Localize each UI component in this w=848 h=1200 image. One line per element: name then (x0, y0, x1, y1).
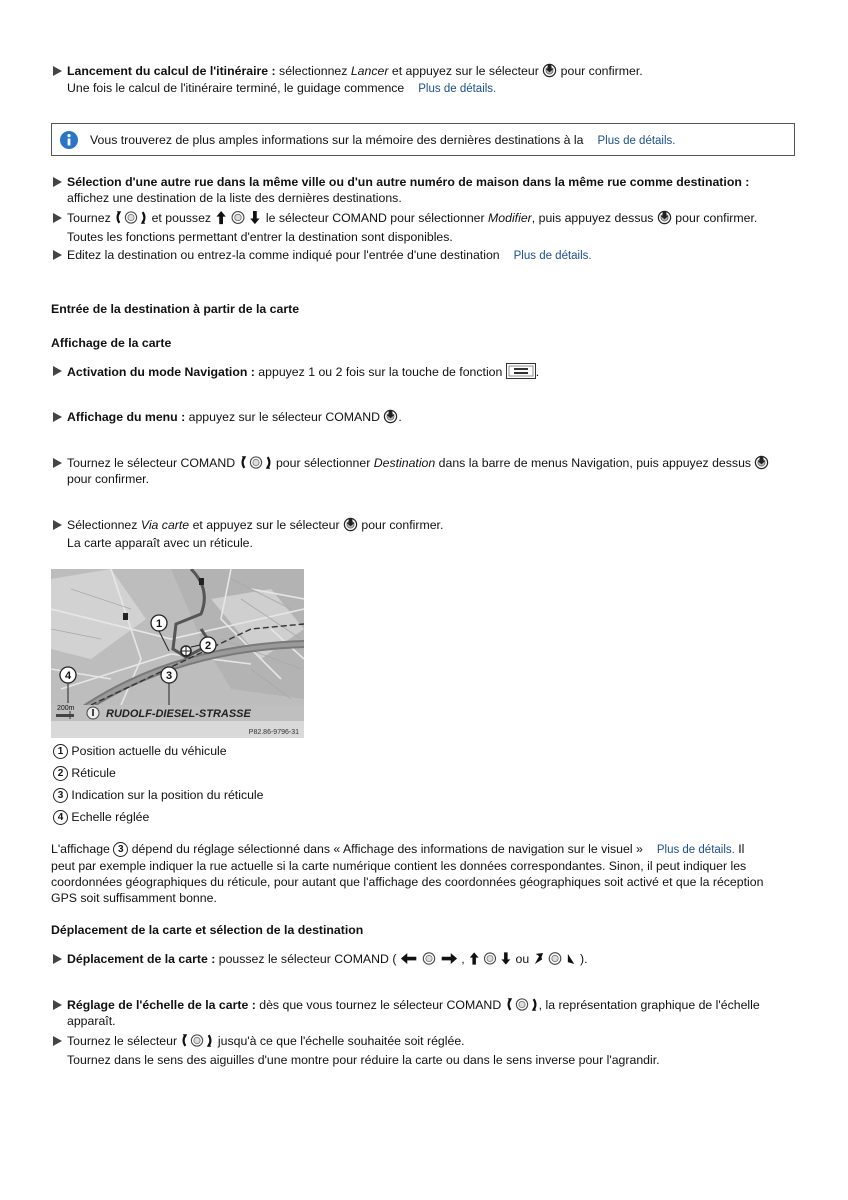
bullet-arrow-icon (53, 177, 62, 187)
info-text: Vous trouverez de plus amples informations sur la mémoire des dernières destinations à la (90, 133, 584, 147)
legend-item (53, 740, 264, 762)
step-launch-route-title: Lancement du calcul de l'itinéraire : (67, 64, 276, 78)
text: Editez la destination ou entrez-la comme indiqué pour l'entrée d'une destination (67, 248, 500, 262)
text: Sélectionnez (67, 518, 141, 532)
map-figure-code: P82.86-9796-31 (248, 729, 299, 736)
text: Déplacement de la carte : (67, 952, 216, 966)
option-via-carte: Via carte (140, 518, 190, 532)
controller-press-icon (657, 210, 672, 225)
step-via-map-note: La carte apparaît avec un réticule. (67, 536, 253, 550)
step-modify-note: Toutes les fonctions permettant d'entrer la destination sont disponibles. (67, 230, 453, 244)
bullet-arrow-icon (53, 213, 62, 223)
text: 4 (53, 810, 68, 825)
text: Tournez le sélecteur COMAND (67, 456, 239, 470)
controller-rotate-icon (239, 455, 273, 470)
text: . (398, 410, 402, 424)
bullet-arrow-icon (53, 458, 62, 468)
step-select-destination-note: pour confirmer. (67, 472, 150, 486)
text: Affichage du menu : (67, 410, 186, 424)
bullet-arrow-icon (53, 366, 62, 376)
text: jusqu'à ce que l'échelle souhaitée soit réglée. (214, 1034, 465, 1048)
callout-4: 4 (64, 670, 72, 682)
bullet-arrow-icon (53, 250, 62, 260)
more-details-link[interactable]: Plus de détails. (597, 135, 676, 147)
text: Tournez (67, 211, 115, 225)
text: Une fois le calcul de l'itinéraire terminé, le guidage commence (67, 81, 405, 95)
text: 3 (53, 788, 68, 803)
text: et appuyez sur le sélecteur (189, 518, 343, 532)
text: et appuyez sur le sélecteur (388, 64, 543, 78)
bullet-arrow-icon (53, 66, 62, 76)
text: 2 (53, 766, 68, 781)
step-edit (67, 247, 592, 264)
controller-diagonal-icon (533, 951, 577, 966)
step-modify (67, 210, 757, 226)
section-heading-move-map: Déplacement de la carte et sélection de la destination (51, 923, 364, 937)
more-details-link[interactable]: Plus de détails. (418, 83, 497, 95)
controller-press-icon (754, 455, 769, 470)
info-icon (59, 130, 79, 150)
controller-press-icon (343, 517, 358, 532)
text: dépend du réglage sélectionné dans « Affichage des informations de navigation sur le visuel » (128, 842, 643, 856)
text: ou (512, 952, 533, 966)
map-street-label: RUDOLF-DIESEL-STRASSE (106, 708, 251, 720)
step-navigation-mode (67, 363, 539, 380)
text: Echelle réglée (71, 810, 150, 824)
legend-item (53, 762, 264, 784)
text: Tournez le sélecteur (67, 1034, 181, 1048)
bullet-arrow-icon (53, 1000, 62, 1010)
bullet-arrow-icon (53, 412, 62, 422)
text: coordonnées géographiques du réticule, pour autant que l'affichage des coordonnées géographiques soit activé et que la réception (51, 875, 764, 889)
text: pour sélectionner (272, 456, 374, 470)
text: sélectionnez (275, 64, 351, 78)
bullet-arrow-icon (53, 520, 62, 530)
text: appuyez sur le sélecteur COMAND (185, 410, 384, 424)
display-paragraph (51, 841, 791, 906)
text: Position actuelle du véhicule (71, 744, 227, 758)
text: et poussez (148, 211, 215, 225)
text: L'affichage (51, 842, 114, 856)
option-destination: Destination (373, 456, 436, 470)
more-details-link[interactable]: Plus de détails. (656, 844, 735, 856)
text: Réticule (71, 766, 116, 780)
text: pour confirmer. (671, 211, 758, 225)
text: , puis appuyez dessus (531, 211, 657, 225)
controller-left-right-icon (400, 951, 458, 966)
legend-item (53, 784, 264, 806)
text: peut par exemple indiquer la rue actuelle si la carte numérique contient les données correspondantes. Sinon, il peut indiquer les (51, 859, 747, 873)
step-turn-scale (67, 1033, 465, 1049)
text: pour confirmer. (557, 64, 643, 78)
step-other-street-title: Sélection d'une autre rue dans la même ville ou d'un autre numéro de maison dans la même rue comme destination : (67, 175, 750, 189)
controller-press-icon (383, 409, 398, 424)
section-heading-map-display: Affichage de la carte (51, 336, 172, 350)
step-other-street-text: affichez une destination de la liste des dernières destinations. (67, 191, 402, 205)
text: 1 (53, 744, 68, 759)
text: le sélecteur COMAND pour sélectionner (262, 211, 489, 225)
map-legend (53, 740, 264, 828)
callout-2: 2 (204, 640, 212, 652)
step-menu (67, 409, 402, 425)
map-scale-label: 200m (57, 705, 75, 712)
callout-1: 1 (155, 618, 163, 630)
map-image (51, 569, 304, 738)
text: dans la barre de menus Navigation, puis appuyez dessus (435, 456, 755, 470)
text: Indication sur la position du réticule (71, 788, 264, 802)
text: , la représentation graphique de l'échelle (538, 998, 760, 1012)
map-figure (51, 569, 304, 738)
legend-item (53, 806, 264, 828)
bullet-arrow-icon (53, 1036, 62, 1046)
step-scale (67, 997, 760, 1013)
option-lancer: Lancer (350, 64, 389, 78)
controller-rotate-icon (114, 210, 148, 225)
section-heading-destination-map: Entrée de la destination à partir de la carte (51, 302, 300, 316)
text: pour confirmer. (357, 518, 444, 532)
text: Il (734, 842, 745, 856)
step-scale-note: apparaît. (67, 1014, 116, 1028)
text: GPS soit suffisamment bonne. (51, 891, 217, 905)
controller-rotate-icon (180, 1033, 214, 1048)
text: dès que vous tournez le sélecteur COMAND (255, 998, 505, 1012)
text: Activation du mode Navigation : (67, 365, 255, 379)
text: 3 (113, 842, 128, 857)
controller-up-down-icon (214, 210, 262, 225)
more-details-link[interactable]: Plus de détails. (513, 250, 592, 262)
controller-up-down-icon (468, 951, 512, 966)
step-move-map (67, 951, 588, 967)
tel-navi-key-icon (506, 363, 536, 379)
step-launch-route (67, 63, 643, 79)
step-select-destination (67, 455, 769, 471)
text: Réglage de l'échelle de la carte : (67, 998, 256, 1012)
step-via-map (67, 517, 443, 533)
text: appuyez 1 ou 2 fois sur la touche de fonction (254, 365, 506, 379)
step-launch-route-note (67, 80, 496, 97)
text: , (457, 952, 469, 966)
info-box (51, 123, 795, 156)
bullet-arrow-icon (53, 954, 62, 964)
controller-rotate-icon (505, 997, 539, 1012)
text: poussez le sélecteur COMAND ( (215, 952, 400, 966)
controller-press-icon (542, 63, 557, 78)
step-turn-scale-note: Tournez dans le sens des aiguilles d'une montre pour réduire la carte ou dans le sens inverse pour l'agrandir. (67, 1053, 660, 1067)
option-modifier: Modifier (488, 211, 532, 225)
text: . (535, 365, 540, 379)
callout-3: 3 (165, 670, 173, 682)
text: ). (576, 952, 588, 966)
